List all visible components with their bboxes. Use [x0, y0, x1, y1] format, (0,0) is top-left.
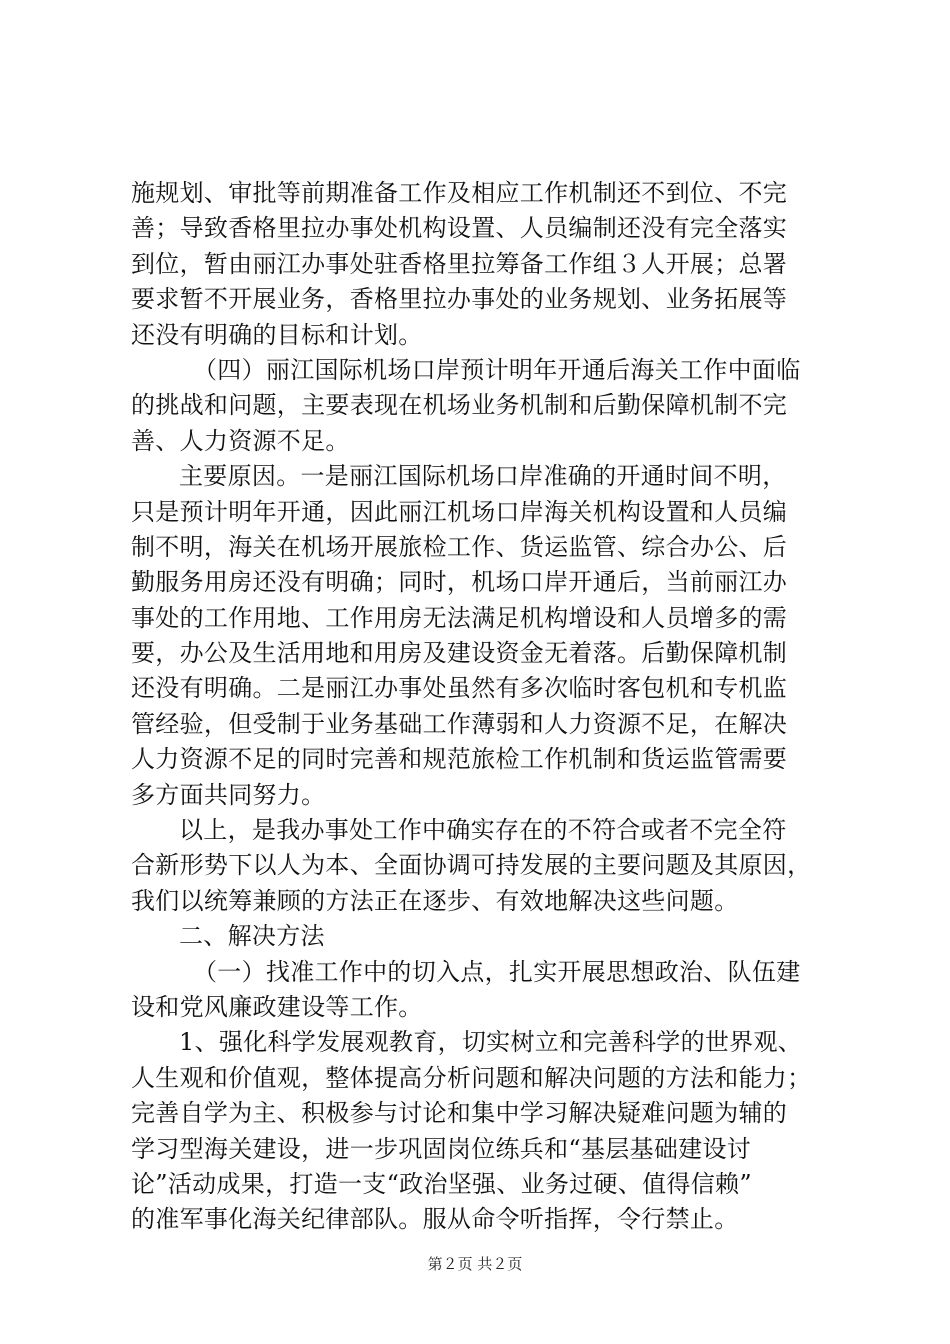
body-line: 要求暂不开展业务，香格里拉办事处的业务规划、业务拓展等 — [131, 285, 788, 314]
section-heading-four: （四）丽江国际机场口岸预计明年开通后海关工作中面临 — [193, 355, 801, 384]
body-line: 管经验，但受制于业务基础工作薄弱和人力资源不足，在解决 — [131, 709, 788, 738]
body-line: 只是预计明年开通，因此丽江机场口岸海关机构设置和人员编 — [131, 497, 788, 526]
body-line: 完善自学为主、积极参与讨论和集中学习解决疑难问题为辅的 — [131, 1099, 788, 1128]
body-line: 人力资源不足的同时完善和规范旅检工作机制和货运监管需要 — [131, 745, 788, 774]
body-line: 善；导致香格里拉办事处机构设置、人员编制还没有完全落实 — [131, 214, 788, 243]
body-line: 到位，暂由丽江办事处驻香格里拉筹备工作组３人开展；总署 — [131, 249, 788, 278]
body-line: 的挑战和问题，主要表现在机场业务机制和后勤保障机制不完 — [131, 391, 788, 420]
body-line: 多方面共同努力。 — [131, 780, 326, 809]
body-line: 要，办公及生活用地和用房及建设资金无着落。后勤保障机制 — [131, 639, 788, 668]
paragraph-start: 1、强化科学发展观教育，切实树立和完善科学的世界观、 — [179, 1028, 803, 1057]
body-line: 的准军事化海关纪律部队。服从命令听指挥，令行禁止。 — [131, 1205, 739, 1234]
body-line: 我们以统筹兼顾的方法正在逐步、有效地解决这些问题。 — [131, 886, 739, 915]
body-line: 设和党风廉政建设等工作。 — [131, 992, 423, 1021]
section-heading-solutions: 二、解决方法 — [179, 922, 325, 951]
paragraph-start: 主要原因。一是丽江国际机场口岸准确的开通时间不明， — [179, 462, 787, 491]
body-line: 还没有明确的目标和计划。 — [131, 320, 423, 349]
body-line: 人生观和价值观，整体提高分析问题和解决问题的方法和能力； — [131, 1063, 812, 1092]
body-line: 施规划、审批等前期准备工作及相应工作机制还不到位、不完 — [131, 179, 788, 207]
document-body — [131, 176, 831, 1238]
body-line: 还没有明确。二是丽江办事处虽然有多次临时客包机和专机监 — [131, 674, 788, 703]
body-line: 善、人力资源不足。 — [131, 426, 350, 455]
body-line: 论”活动成果，打造一支“政治坚强、业务过硬、值得信赖” — [131, 1169, 752, 1198]
paragraph-start: 以上，是我办事处工作中确实存在的不符合或者不完全符 — [179, 816, 787, 845]
body-line: 制不明，海关在机场开展旅检工作、货运监管、综合办公、后 — [131, 532, 788, 561]
body-line: 合新形势下以人为本、全面协调可持发展的主要问题及其原因， — [131, 851, 812, 880]
body-line: 事处的工作用地、工作用房无法满足机构增设和人员增多的需 — [131, 603, 788, 632]
body-line: 勤服务用房还没有明确；同时，机场口岸开通后，当前丽江办 — [131, 568, 788, 597]
body-line: 学习型海关建设，进一步巩固岗位练兵和“基层基础建设讨 — [131, 1134, 752, 1163]
page-footer: 第２页 共２页 — [427, 1255, 523, 1273]
subsection-heading-one: （一）找准工作中的切入点，扎实开展思想政治、队伍建 — [193, 957, 801, 986]
